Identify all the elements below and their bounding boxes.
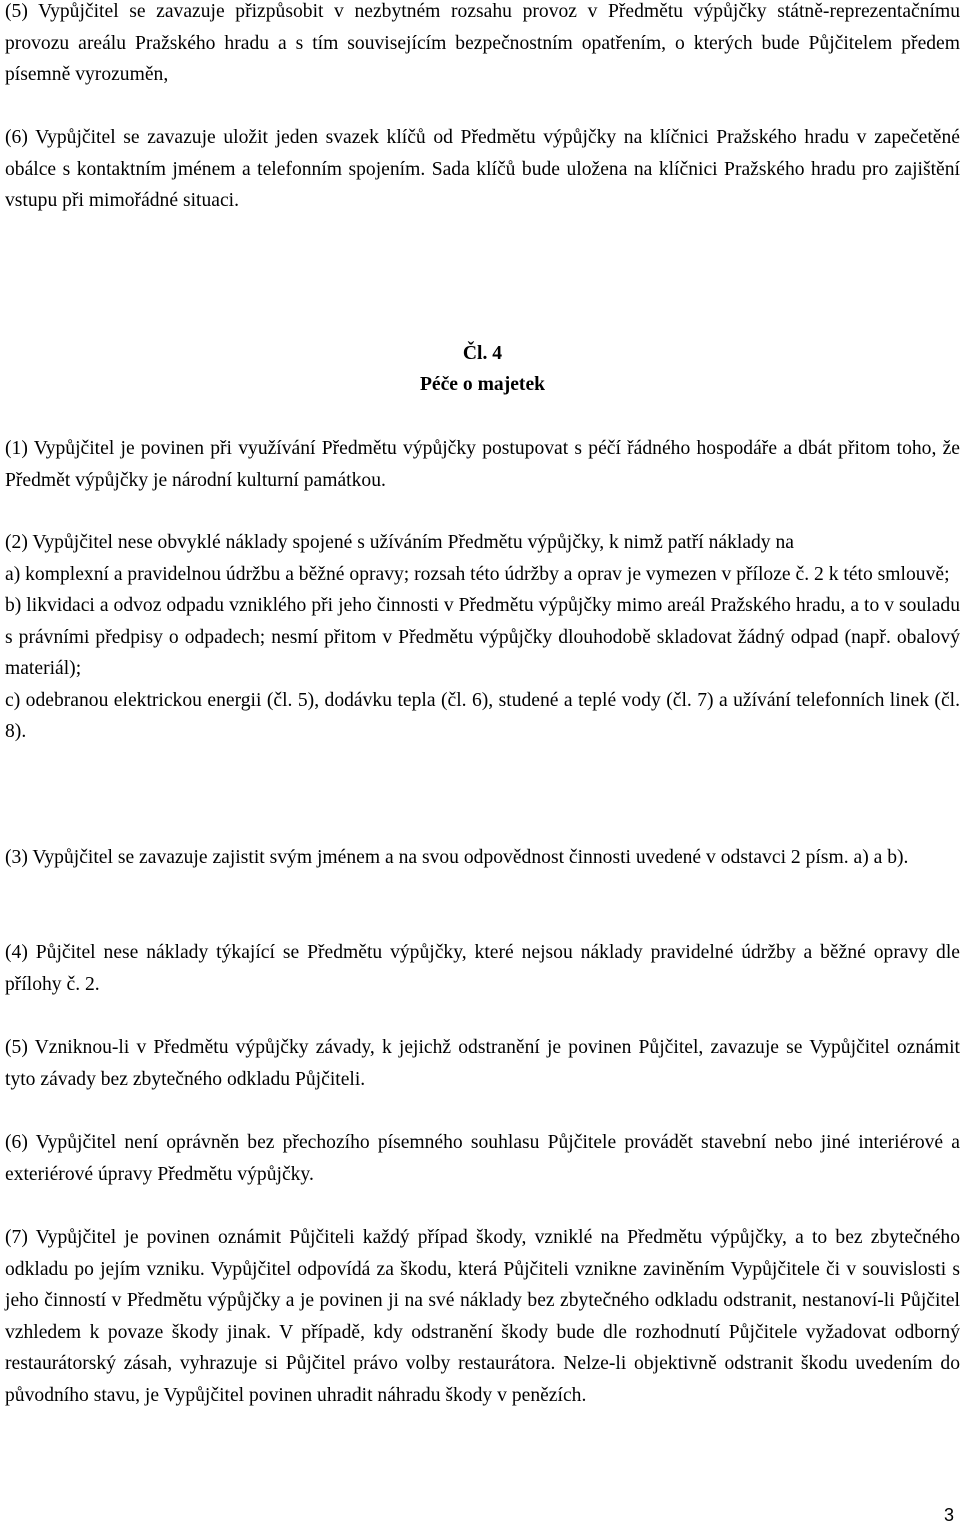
article-paragraph-3: (3) Vypůjčitel se zavazuje zajistit svým jménem a na svou odpovědnost činnosti uvedené v odstavci 2 písm. a) a b). bbox=[5, 847, 909, 868]
paragraph-2-item-a: a) komplexní a pravidelnou údržbu a běžné opravy; rozsah této údržby a oprav je vymezen v příloze č. 2 k této smlouvě; bbox=[5, 563, 950, 585]
page-number: 3 bbox=[943, 1505, 954, 1525]
article-paragraph-4: (4) Půjčitel nese náklady týkající se Předmětu výpůjčky, které nejsou náklady pravidelné údržby a běžné opravy dle přílohy č. 2. bbox=[5, 942, 960, 995]
article-number: Čl. 4 bbox=[462, 343, 503, 364]
paragraph-2-item-c: c) odebranou elektrickou energii (čl. 5), dodávku tepla (čl. 6), studené a teplé vody (čl. 7) a užívání telefonních linek (čl. 8). bbox=[5, 689, 960, 742]
paragraph-2-intro: (2) Vypůjčitel nese obvyklé náklady spojené s užíváním Předmětu výpůjčky, k nimž patří náklady na bbox=[5, 532, 795, 553]
article-paragraph-1: (1) Vypůjčitel je povinen při využívání Předmětu výpůjčky postupovat s péčí řádného hospodáře a dbát přitom toho, že Předmět výpůjčky je národní kulturní památkou. bbox=[5, 438, 960, 491]
paragraph-5-operation: (5) Vypůjčitel se zavazuje přizpůsobit v nezbytném rozsahu provoz v Předmětu výpůjčky státně-reprezentačnímu provozu areálu Pražského hradu a s tím souvisejícím bezpečnostním opatřením, o kterých bude Půjčitelem předem písemně vyrozuměn, bbox=[5, 1, 960, 85]
article-paragraph-2 bbox=[5, 527, 960, 748]
article-title: Péče o majetek bbox=[419, 374, 546, 395]
article-paragraph-6: (6) Vypůjčitel není oprávněn bez přechozího písemného souhlasu Půjčitele provádět stavební nebo jiné interiérové a exteriérové úpravy Předmětu výpůjčky. bbox=[5, 1132, 960, 1185]
article-paragraph-5: (5) Vzniknou-li v Předmětu výpůjčky závady, k jejichž odstranění je povinen Půjčitel, zavazuje se Vypůjčitel oznámit tyto závady bez zbytečného odkladu Půjčiteli. bbox=[5, 1037, 960, 1090]
document-page bbox=[5, 0, 960, 1531]
paragraph-2-item-b: b) likvidaci a odvoz odpadu vzniklého při jeho činnosti v Předmětu výpůjčky mimo areál Pražského hradu, a to v souladu s právními předpisy o odpadech; nesmí přitom v Předmětu výpůjčky dlouhodobě skladovat žádný odpad (např. obalový materiál); bbox=[5, 595, 960, 679]
paragraph-6-keys: (6) Vypůjčitel se zavazuje uložit jeden svazek klíčů od Předmětu výpůjčky na klíčnici Pražského hradu v zapečetěné obálce s kontaktním jménem a telefonním spojením. Sada klíčů bude uložena na klíčnici Pražského hradu pro zajištění vstupu při mimořádné situaci. bbox=[5, 127, 960, 211]
article-paragraph-7: (7) Vypůjčitel je povinen oznámit Půjčiteli každý případ škody, vzniklé na Předmětu výpůjčky, a to bez zbytečného odkladu po jejím vzniku. Vypůjčitel odpovídá za škodu, která Půjčiteli vznikne zaviněním Vypůjčitele či v souvislosti s jeho činností v Předmětu výpůjčky a je povinen ji na své náklady bez zbytečného odkladu odstranit, nestanoví-li Půjčitel vzhledem k povaze škody jinak. V případě, kdy odstranění škody bude dle rozhodnutí Půjčitele vyžadovat odborný restaurátorský zásah, vyhrazuje si Půjčitel právo volby restaurátora. Nelze-li objektivně odstranit škodu uvedením do původního stavu, je Vypůjčitel povinen uhradit náhradu škody v penězích. bbox=[5, 1227, 960, 1406]
